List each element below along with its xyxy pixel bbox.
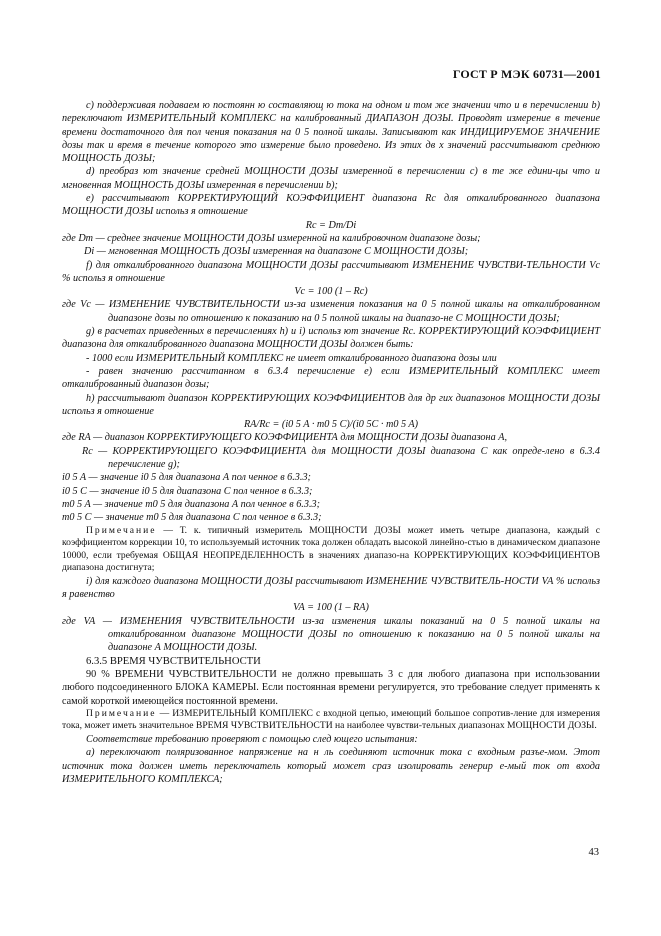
item-g-2: - равен значению рассчитанном в 6.3.4 перечисление e) если ИЗМЕРИТЕЛЬНЫЙ КОМПЛЕКС имеет откалиброванный диапазон дозы; xyxy=(62,365,600,391)
where-rc: Rc — КОРРЕКТИРУЮЩЕГО КОЭФФИЦИЕНТА для МОЩНОСТИ ДОЗЫ диапазона С как опреде-лено в 6.3.4 перечисление g); xyxy=(82,445,600,471)
equation-va: VA = 100 (1 – RA) xyxy=(293,602,369,614)
var-i-c: i0 5 C — значение i0 5 для диапазона С пол ченное в 6.3.3; xyxy=(62,485,313,497)
equation-vc: Vc = 100 (1 – Rc) xyxy=(294,286,368,298)
item-e: e) рассчитывают КОРРЕКТИРУЮЩИЙ КОЭФФИЦИЕНТ диапазона Rc для откалиброванного диапазона МОЩНОСТИ ДОЗЫ использ я отношение xyxy=(62,193,600,218)
section-heading: 6.3.5 ВРЕМЯ ЧУВСТВИТЕЛЬНОСТИ xyxy=(86,655,261,667)
section-text: 90 % ВРЕМЕНИ ЧУВСТВИТЕЛЬНОСТИ не должно превышать 3 с для любого диапазона при использовании любого подсоединенного БЛОКА КАМЕРЫ. Если постоянная времени регулируется, это требование следует применять к самой короткой имеющейся постоянной времени. xyxy=(62,668,600,707)
note-label: Примечание xyxy=(86,707,157,719)
where-ra: где RA — диапазон КОРРЕКТИРУЮЩЕГО КОЭФФИЦИЕНТА для МОЩНОСТИ ДОЗЫ диапазона А, xyxy=(62,432,507,444)
document-header: ГОСТ Р МЭК 60731—2001 xyxy=(452,67,601,81)
equation-ratio: RA/Rc = (i0 5 A · m0 5 C)/(i0 5C · m0 5 A) xyxy=(243,419,419,431)
document-body xyxy=(62,99,600,786)
equation-rc: Rc = Dm/Di xyxy=(305,219,357,231)
item-g-1: - 1000 если ИЗМЕРИТЕЛЬНЫЙ КОМПЛЕКС не имеет откалиброванного диапазона дозы или xyxy=(86,352,497,364)
where-dm: где Dm — среднее значение МОЩНОСТИ ДОЗЫ измеренной на калибровочном диапазоне дозы; xyxy=(62,232,481,244)
page-number: 43 xyxy=(588,847,599,858)
var-i-a: i0 5 A — значение i0 5 для диапазона А пол ченное в 6.3.3; xyxy=(62,472,311,484)
item-d: d) преобраз ют значение средней МОЩНОСТИ ДОЗЫ измеренной в перечислении c) в те же едини-цы что и мгновенная МОЩНОСТЬ ДОЗЫ измеренная в перечислении b); xyxy=(62,166,600,191)
compliance-text: Соответствие требованию проверяют с помощью след ющего испытания: xyxy=(86,734,418,746)
where-di: Di — мгновенная МОЩНОСТЬ ДОЗЫ измеренная на диапазоне С МОЩНОСТИ ДОЗЫ; xyxy=(84,246,469,258)
item-g: g) в расчетах приведенных в перечислениях h) и i) использ ют значение Rc. КОРРЕКТИРУЮЩИЙ КОЭФФИЦИЕНТ диапазона для откалиброванного диапазона МОЩНОСТИ ДОЗЫ должен быть: xyxy=(62,326,600,351)
note-text: — Т. к. типичный измеритель МОЩНОСТИ ДОЗЫ может иметь четыре диапазона, каждый с коэффициентом коррекции 10, то используемый источник тока должен обладать высокой линейно-стью в динамическом диапазоне 10000, если требуемая ОБЩАЯ НЕОПРЕДЕЛЕННОСТЬ в значениях диапазо-на КОРРЕКТИРУЮЩИХ КОЭФФИЦИЕНТОВ диапазона достигнута; xyxy=(62,524,601,574)
item-a: a) переключают поляризованное напряжение на н ль соединяют источник тока с входным разъе-мом. Этот источник тока должен иметь переключатель который может сраз изолировать генерир е-мый ток от входа ИЗМЕРИТЕЛЬНОГО КОМПЛЕКСА; xyxy=(62,747,600,785)
item-c: c) поддерживая подаваем ю постоянн ю составляющ ю тока на одном и том же значении что и в перечислении b) переключают ИЗМЕРИТЕЛЬНЫЙ КОМПЛЕКС на калиброванный ДИАПАЗОН ДОЗЫ. Проводят измерение в течение времени достаточного для пол чения показания на 0 5 полной шкалы. Записывают как ИНДИЦИРУЕМОЕ ЗНАЧЕНИЕ дозы так и время в течение которого это измерение было проведено. Из этих дв х значений рассчитывают среднюю МОЩНОСТЬ ДОЗЫ; xyxy=(62,100,600,165)
where-va: где VA — ИЗМЕНЕНИЯ ЧУВСТВИТЕЛЬНОСТИ из-за изменения шкалы показаний на 0 5 полной шкалы на откалиброванном диапазоне МОЩНОСТИ ДОЗЫ по отношению к показанию на 0 5 полной шкалы на диапазоне А МОЩНОСТИ ДОЗЫ. xyxy=(62,615,600,654)
note-label: Примечание xyxy=(86,524,157,536)
note-text: — ИЗМЕРИТЕЛЬНЫЙ КОМПЛЕКС с входной цепью, имеющий большое сопротив-ление для измерения тока, может иметь значительное ВРЕМЯ ЧУВСТВИТЕЛЬНОСТИ на наиболее чувстви-тельных диапазонах МОЩНОСТИ ДОЗЫ. xyxy=(62,707,601,732)
where-vc: где Vc — ИЗМЕНЕНИЕ ЧУВСТВИТЕЛЬНОСТИ из-за изменения показания на 0 5 полной шкалы на откалиброванном диапазоне дозы по отношению к показанию на 0 5 полной шкалы на диапазо-не С МОЩНОСТИ ДОЗЫ; xyxy=(62,299,600,324)
item-h: h) рассчитывают диапазон КОРРЕКТИРУЮЩИХ КОЭФФИЦИЕНТОВ для др гих диапазонов МОЩНОСТИ ДОЗЫ использ я отношение xyxy=(62,392,600,417)
note-2 xyxy=(62,708,600,733)
note-1 xyxy=(62,525,600,575)
item-f: f) для откалиброванного диапазона МОЩНОСТИ ДОЗЫ рассчитывают ИЗМЕНЕНИЕ ЧУВСТВИ-ТЕЛЬНОСТИ Vc % использ я отношение xyxy=(62,259,600,284)
var-m-c: m0 5 C — значение m0 5 для диапазона С пол ченное в 6.3.3; xyxy=(62,512,322,524)
var-m-a: m0 5 A — значение m0 5 для диапазона А пол ченное в 6.3.3; xyxy=(62,498,320,510)
item-i: i) для каждого диапазона МОЩНОСТИ ДОЗЫ рассчитывают ИЗМЕНЕНИЕ ЧУВСТВИТЕЛЬ-НОСТИ VA % использ я равенство xyxy=(62,575,600,601)
